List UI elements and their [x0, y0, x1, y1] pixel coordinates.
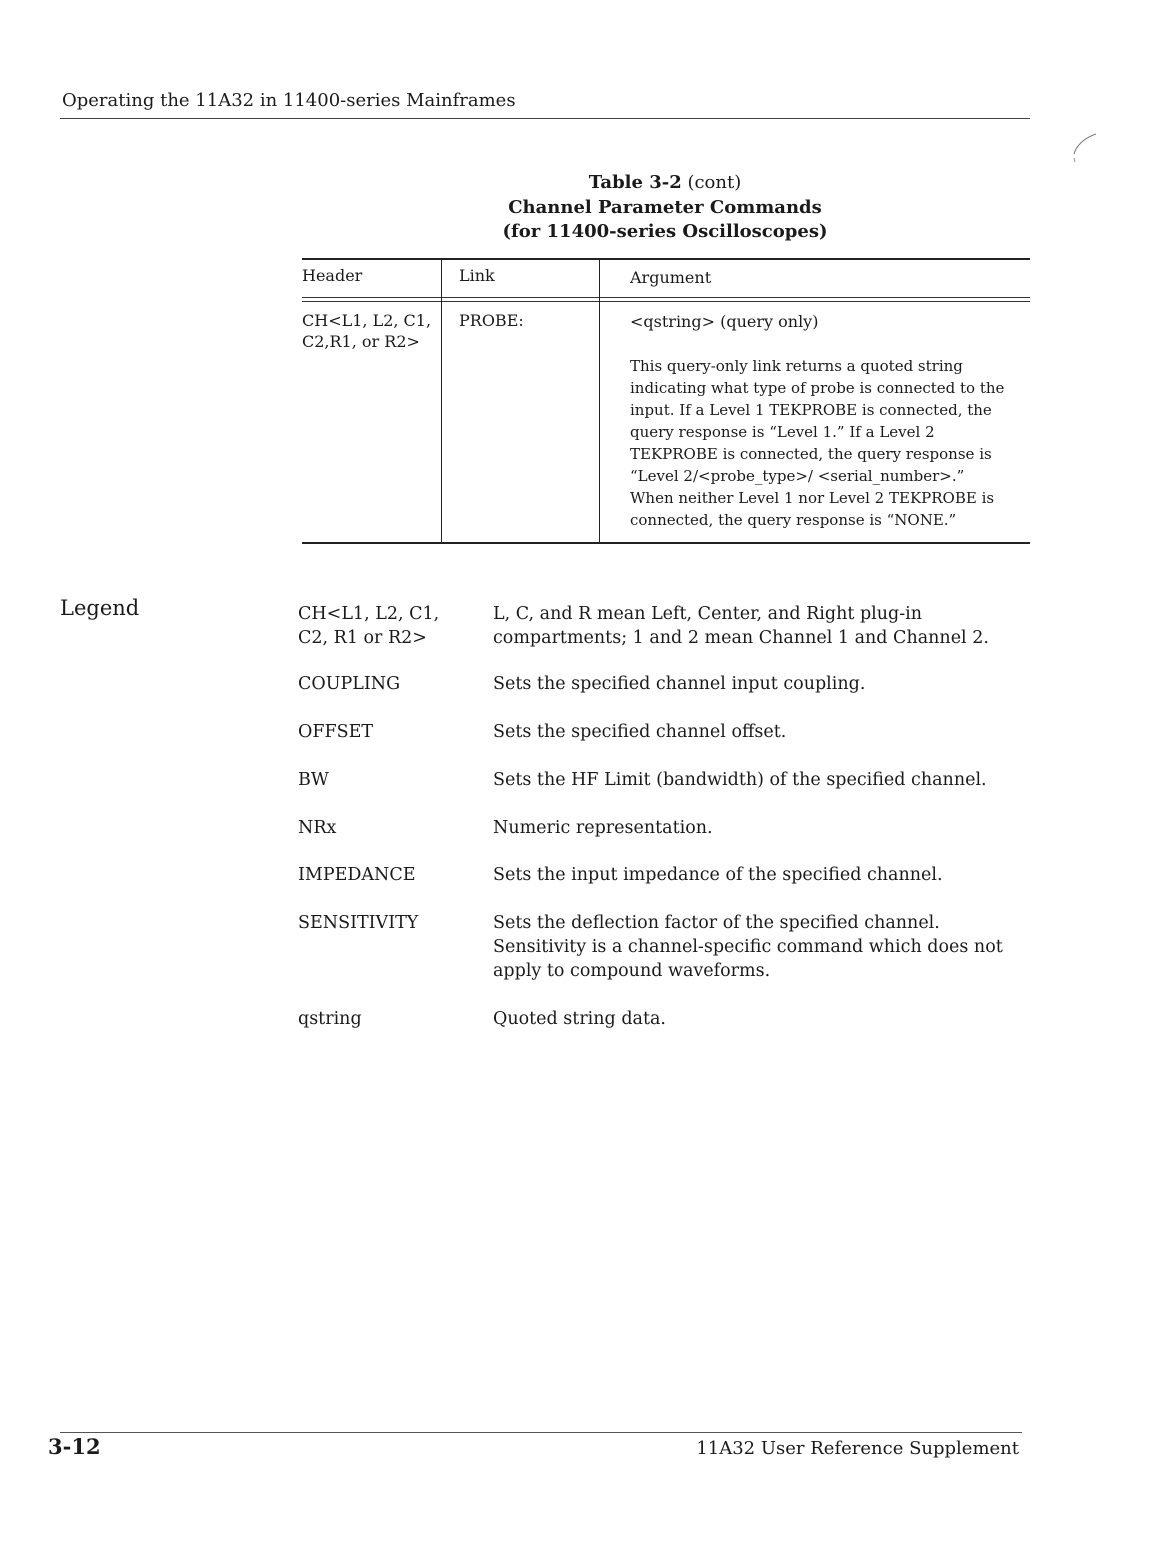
legend-definition: Numeric representation.: [493, 818, 713, 838]
legend-term: NRx: [298, 818, 337, 838]
legend-term: OFFSET: [298, 722, 374, 742]
legend-definition: Sets the HF Limit (bandwidth) of the specified channel.: [493, 770, 987, 790]
row-header-line1: CH<L1, L2, C1,: [302, 311, 432, 330]
table-subtitle-2: (for 11400-series Oscilloscopes): [502, 221, 828, 242]
legend-term: CH<L1, L2, C1, C2, R1 or R2>: [298, 604, 440, 648]
description-line: This query-only link returns a quoted string: [630, 357, 963, 375]
description-line: indicating what type of probe is connected to the: [630, 379, 1005, 397]
description-line: query response is “Level 1.” If a Level 2: [630, 423, 935, 441]
legend-term: SENSITIVITY: [298, 913, 419, 933]
description-line: input. If a Level 1 TEKPROBE is connected, the: [630, 401, 992, 419]
footer-rule: [60, 1432, 1022, 1433]
description-line: “Level 2/<probe_type>/ <serial_number>.”: [630, 467, 965, 485]
description-line: connected, the query response is “NONE.”: [630, 511, 957, 529]
legend-definition: Sets the deflection factor of the specified channel. Sensitivity is a channel-specific command which does not apply to compound waveforms.: [493, 913, 1003, 981]
footer-document-title: 11A32 User Reference Supplement: [696, 1438, 1019, 1459]
row-link: PROBE:: [459, 311, 524, 330]
table-number: Table 3-2: [588, 172, 682, 193]
column-header-argument: Argument: [630, 268, 712, 287]
table-column-divider: [599, 258, 600, 543]
row-header-line2: C2,R1, or R2>: [302, 332, 420, 351]
column-header-link: Link: [459, 266, 495, 285]
table-title: [300, 170, 1030, 195]
table-bottom-rule: [302, 542, 1030, 544]
table-column-divider: [441, 258, 442, 543]
legend-term: IMPEDANCE: [298, 865, 416, 885]
row-argument-description: [630, 355, 1030, 531]
legend-definition: L, C, and R mean Left, Center, and Right plug-in compartments; 1 and 2 mean Channel 1 and Channel 2.: [493, 604, 989, 648]
table-cont: (cont): [681, 172, 742, 193]
page-number: 3-12: [48, 1434, 101, 1459]
description-line: When neither Level 1 nor Level 2 TEKPROBE is: [630, 489, 995, 507]
table-header-rule: [302, 297, 1030, 302]
table-top-rule: [302, 258, 1030, 260]
column-header-header: Header: [302, 266, 363, 285]
legend-definition: Sets the input impedance of the specified channel.: [493, 865, 943, 885]
scan-mark-decoration: [1070, 132, 1100, 172]
legend-term: COUPLING: [298, 674, 401, 694]
row-argument: <qstring> (query only): [630, 312, 819, 331]
legend-definition: Quoted string data.: [493, 1009, 666, 1029]
legend-definition: Sets the specified channel input coupling.: [493, 674, 866, 694]
legend-term: qstring: [298, 1009, 362, 1029]
description-line: TEKPROBE is connected, the query response is: [630, 445, 992, 463]
header-rule: [60, 118, 1030, 119]
table-subtitle: Channel Parameter Commands: [508, 197, 822, 218]
legend-title: Legend: [60, 596, 140, 620]
running-head: Operating the 11A32 in 11400-series Mainframes: [62, 90, 516, 111]
legend-term: BW: [298, 770, 329, 790]
legend-definition: Sets the specified channel offset.: [493, 722, 787, 742]
